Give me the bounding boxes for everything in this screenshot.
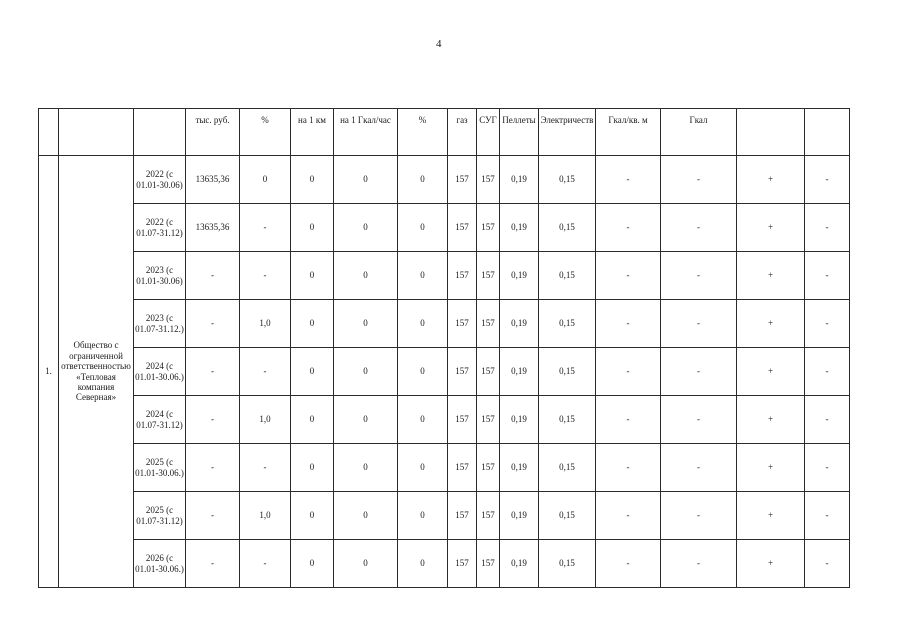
- table-row: [39, 492, 850, 540]
- value-cell: 157: [477, 252, 500, 300]
- value-cell: +: [737, 444, 805, 492]
- value-cell: 0: [398, 444, 448, 492]
- value-cell: 0: [398, 300, 448, 348]
- value-cell: -: [596, 204, 661, 252]
- value-cell: 0: [291, 540, 334, 588]
- value-cell: 0: [291, 348, 334, 396]
- value-cell: +: [737, 540, 805, 588]
- header-cell: [737, 109, 805, 156]
- value-cell: 0,15: [539, 300, 596, 348]
- value-cell: 0,15: [539, 540, 596, 588]
- value-cell: 0,19: [500, 444, 539, 492]
- value-cell: 1,0: [240, 396, 291, 444]
- value-cell: -: [661, 396, 737, 444]
- value-cell: 157: [477, 396, 500, 444]
- value-cell: +: [737, 492, 805, 540]
- value-cell: 0: [291, 156, 334, 204]
- table-row: [39, 444, 850, 492]
- value-cell: -: [805, 300, 850, 348]
- value-cell: 157: [448, 540, 477, 588]
- value-cell: 157: [477, 348, 500, 396]
- value-cell: -: [805, 156, 850, 204]
- value-cell: 0: [291, 252, 334, 300]
- value-cell: 0: [291, 444, 334, 492]
- header-row: [39, 109, 850, 156]
- value-cell: +: [737, 252, 805, 300]
- value-cell: +: [737, 204, 805, 252]
- value-cell: -: [186, 444, 240, 492]
- value-cell: -: [596, 492, 661, 540]
- value-cell: 0: [291, 492, 334, 540]
- value-cell: 0: [240, 156, 291, 204]
- value-cell: -: [240, 540, 291, 588]
- value-cell: -: [186, 492, 240, 540]
- value-cell: -: [186, 348, 240, 396]
- period-cell: 2023 (с 01.07-31.12.): [134, 300, 186, 348]
- value-cell: 0: [398, 204, 448, 252]
- value-cell: 1,0: [240, 300, 291, 348]
- value-cell: -: [805, 252, 850, 300]
- value-cell: -: [240, 444, 291, 492]
- header-cell: тыс. руб.: [186, 109, 240, 156]
- value-cell: 157: [448, 252, 477, 300]
- header-cell: Пеллеты: [500, 109, 539, 156]
- value-cell: 0,19: [500, 348, 539, 396]
- value-cell: -: [805, 204, 850, 252]
- value-cell: 0: [291, 204, 334, 252]
- value-cell: 0: [334, 348, 398, 396]
- value-cell: -: [661, 540, 737, 588]
- value-cell: -: [805, 444, 850, 492]
- value-cell: 0: [334, 252, 398, 300]
- value-cell: -: [186, 540, 240, 588]
- value-cell: 0: [334, 492, 398, 540]
- period-cell: 2025 (с 01.07-31.12): [134, 492, 186, 540]
- header-cell: %: [398, 109, 448, 156]
- value-cell: 157: [448, 204, 477, 252]
- value-cell: 157: [477, 540, 500, 588]
- value-cell: 0: [334, 444, 398, 492]
- value-cell: 157: [448, 156, 477, 204]
- value-cell: -: [805, 540, 850, 588]
- value-cell: +: [737, 396, 805, 444]
- value-cell: 0,15: [539, 252, 596, 300]
- value-cell: 0: [291, 396, 334, 444]
- value-cell: -: [805, 396, 850, 444]
- value-cell: 157: [477, 492, 500, 540]
- value-cell: 0,19: [500, 156, 539, 204]
- value-cell: 0: [398, 492, 448, 540]
- value-cell: -: [805, 348, 850, 396]
- value-cell: 157: [448, 300, 477, 348]
- table-row: [39, 252, 850, 300]
- header-cell: газ: [448, 109, 477, 156]
- period-cell: 2024 (с 01.07-31.12): [134, 396, 186, 444]
- table-body: [39, 109, 850, 588]
- table-row: [39, 204, 850, 252]
- period-cell: 2025 (с 01.01-30.06.): [134, 444, 186, 492]
- value-cell: 0,19: [500, 252, 539, 300]
- page-number: 4: [436, 38, 442, 50]
- value-cell: -: [596, 252, 661, 300]
- value-cell: -: [661, 348, 737, 396]
- value-cell: 0: [291, 300, 334, 348]
- table-row: [39, 156, 850, 204]
- value-cell: -: [661, 156, 737, 204]
- value-cell: 157: [448, 444, 477, 492]
- value-cell: +: [737, 348, 805, 396]
- value-cell: 157: [448, 396, 477, 444]
- value-cell: -: [661, 204, 737, 252]
- value-cell: -: [661, 444, 737, 492]
- value-cell: -: [596, 444, 661, 492]
- value-cell: -: [596, 348, 661, 396]
- value-cell: +: [737, 156, 805, 204]
- value-cell: 157: [477, 204, 500, 252]
- value-cell: -: [240, 348, 291, 396]
- period-cell: 2022 (с 01.01-30.06): [134, 156, 186, 204]
- value-cell: 157: [448, 492, 477, 540]
- value-cell: 13635,36: [186, 156, 240, 204]
- table-row: [39, 300, 850, 348]
- value-cell: 0: [398, 252, 448, 300]
- period-cell: 2022 (с 01.07-31.12): [134, 204, 186, 252]
- organization-name: Общество с ограниченной ответственностью «Тепловая компания Северная»: [59, 156, 134, 588]
- value-cell: 0,15: [539, 492, 596, 540]
- value-cell: 0: [398, 540, 448, 588]
- value-cell: -: [596, 156, 661, 204]
- value-cell: 0: [398, 348, 448, 396]
- value-cell: 0: [398, 156, 448, 204]
- value-cell: -: [186, 396, 240, 444]
- header-cell: [134, 109, 186, 156]
- value-cell: 0,15: [539, 348, 596, 396]
- value-cell: 0: [398, 396, 448, 444]
- value-cell: 0,19: [500, 300, 539, 348]
- header-cell: [39, 109, 59, 156]
- value-cell: -: [661, 252, 737, 300]
- header-cell: на 1 км: [291, 109, 334, 156]
- value-cell: -: [596, 300, 661, 348]
- value-cell: 0: [334, 204, 398, 252]
- header-cell: [59, 109, 134, 156]
- value-cell: 0,15: [539, 444, 596, 492]
- value-cell: -: [186, 300, 240, 348]
- table-row: [39, 540, 850, 588]
- header-cell: на 1 Гкал/час: [334, 109, 398, 156]
- value-cell: 0: [334, 396, 398, 444]
- value-cell: -: [661, 492, 737, 540]
- value-cell: 1,0: [240, 492, 291, 540]
- header-cell: Гкал: [661, 109, 737, 156]
- header-cell: %: [240, 109, 291, 156]
- value-cell: +: [737, 300, 805, 348]
- value-cell: 0: [334, 540, 398, 588]
- period-cell: 2023 (с 01.01-30.06): [134, 252, 186, 300]
- value-cell: 157: [477, 156, 500, 204]
- value-cell: 0,15: [539, 396, 596, 444]
- value-cell: -: [240, 252, 291, 300]
- value-cell: 0,19: [500, 396, 539, 444]
- header-cell: [805, 109, 850, 156]
- value-cell: 0,15: [539, 156, 596, 204]
- table-row: [39, 348, 850, 396]
- period-cell: 2026 (с 01.01-30.06.): [134, 540, 186, 588]
- value-cell: 157: [477, 300, 500, 348]
- value-cell: 157: [448, 348, 477, 396]
- value-cell: -: [805, 492, 850, 540]
- tariff-table: [38, 108, 850, 588]
- value-cell: 157: [477, 444, 500, 492]
- value-cell: 0,19: [500, 492, 539, 540]
- value-cell: 0,19: [500, 204, 539, 252]
- value-cell: -: [596, 396, 661, 444]
- value-cell: 0,19: [500, 540, 539, 588]
- value-cell: 0: [334, 300, 398, 348]
- row-number: 1.: [39, 156, 59, 588]
- header-cell: Гкал/кв. м: [596, 109, 661, 156]
- value-cell: 0,15: [539, 204, 596, 252]
- value-cell: -: [596, 540, 661, 588]
- table-row: [39, 396, 850, 444]
- value-cell: -: [661, 300, 737, 348]
- header-cell: Электричеств: [539, 109, 596, 156]
- value-cell: 0: [334, 156, 398, 204]
- value-cell: 13635,36: [186, 204, 240, 252]
- period-cell: 2024 (с 01.01-30.06.): [134, 348, 186, 396]
- value-cell: -: [186, 252, 240, 300]
- value-cell: -: [240, 204, 291, 252]
- header-cell: СУГ: [477, 109, 500, 156]
